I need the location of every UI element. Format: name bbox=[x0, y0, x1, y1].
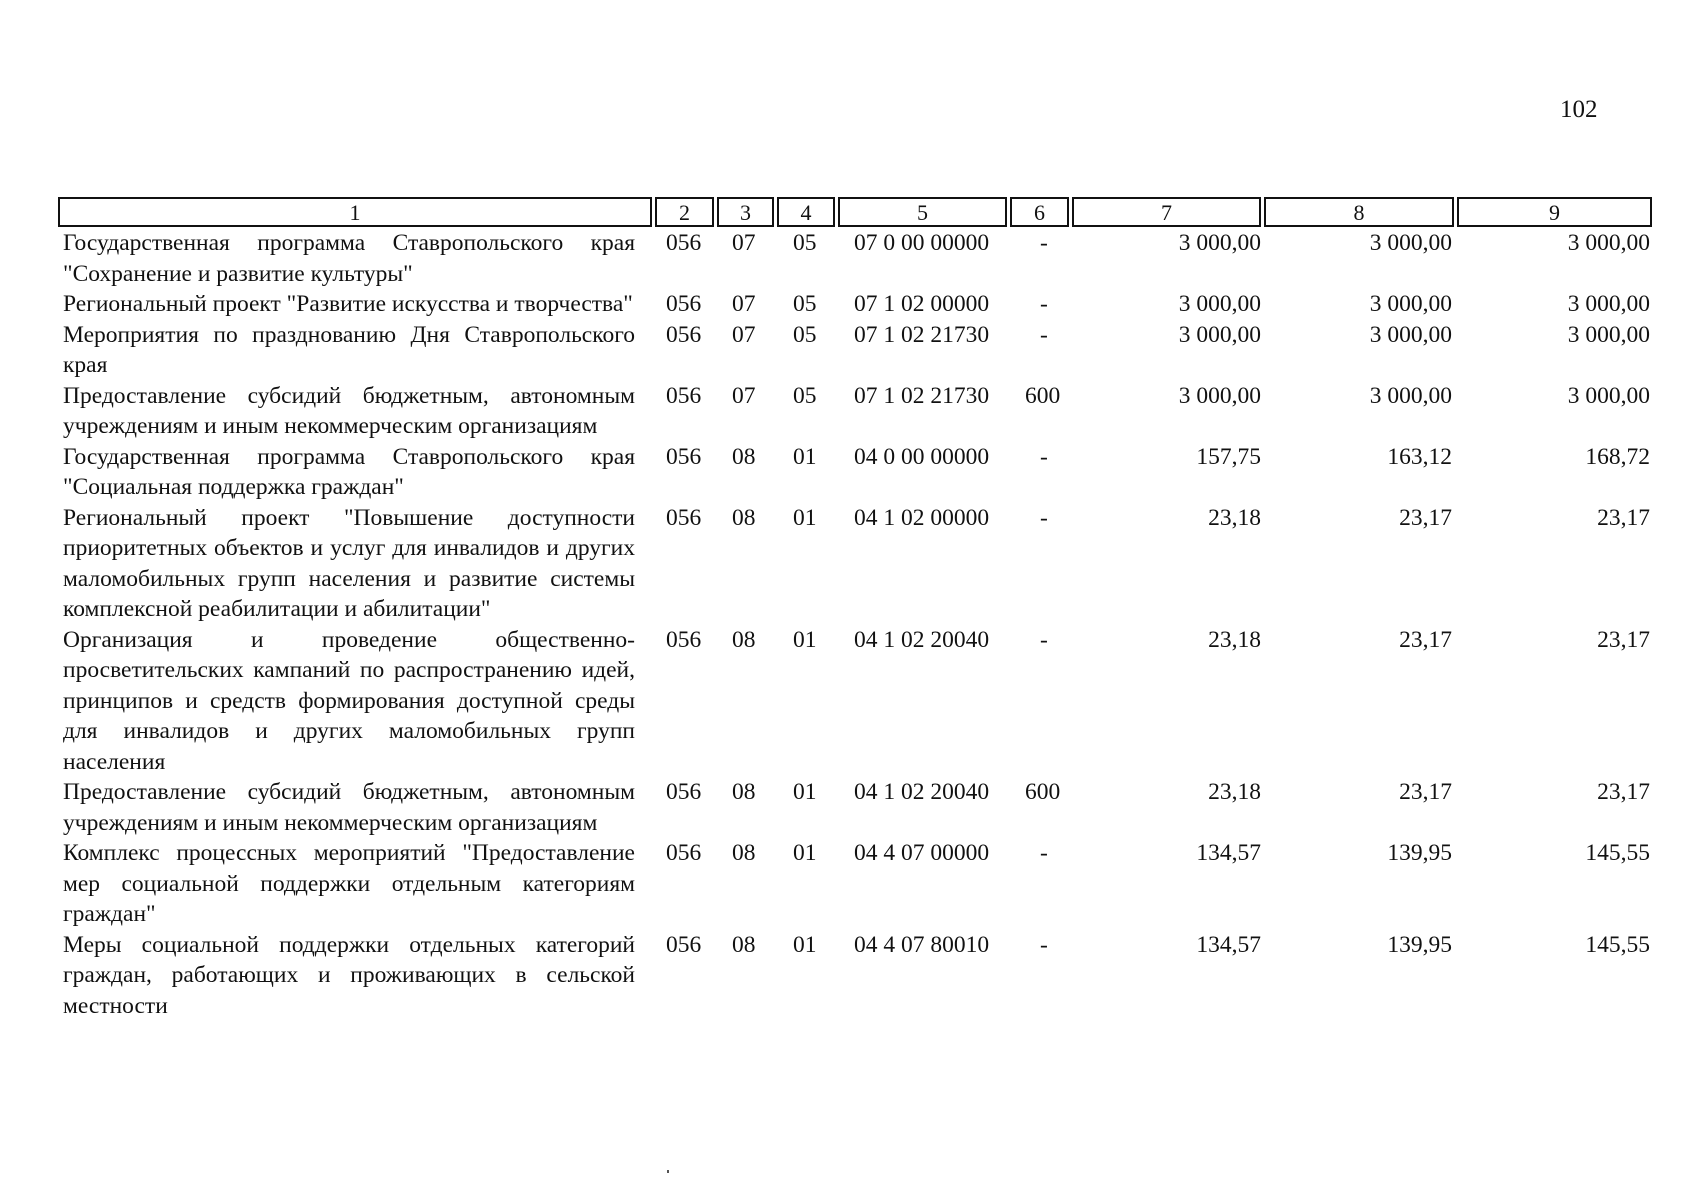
table-row bbox=[0, 442, 1696, 503]
row-name: Мероприятия по празднованию Дня Ставропольского края bbox=[63, 321, 635, 378]
row-pr: 05 bbox=[793, 230, 817, 256]
header-col-8: 8 bbox=[1264, 197, 1454, 227]
row-y3: 3 000,00 bbox=[1567, 291, 1650, 317]
row-gr: 056 bbox=[666, 931, 702, 958]
row-y2: 139,95 bbox=[1387, 931, 1452, 958]
header-col-1: 1 bbox=[58, 197, 652, 227]
row-csr: 07 0 00 00000 bbox=[854, 230, 990, 256]
row-gr: 056 bbox=[666, 504, 702, 531]
row-y1: 3 000,00 bbox=[1178, 291, 1261, 317]
row-y1: 157,75 bbox=[1196, 443, 1261, 470]
row-vr: - bbox=[1040, 230, 1048, 256]
row-rz: 08 bbox=[732, 626, 756, 653]
page-number: 102 bbox=[1560, 96, 1598, 123]
row-pr: 05 bbox=[793, 291, 817, 317]
table-body bbox=[0, 228, 1696, 1021]
row-y2: 23,17 bbox=[1399, 779, 1452, 805]
row-name: Комплекс процессных мероприятий "Предоставление мер социальной поддержки отдельным категориям граждан" bbox=[63, 840, 635, 927]
table-row bbox=[0, 289, 1696, 320]
scan-speck bbox=[667, 1170, 669, 1173]
row-name: Меры социальной поддержки отдельных категорий граждан, работающих и проживающих в сельской местности bbox=[63, 931, 635, 1019]
row-y1: 134,57 bbox=[1196, 931, 1261, 958]
table-row bbox=[0, 503, 1696, 625]
row-rz: 07 bbox=[732, 230, 756, 256]
row-csr: 07 1 02 21730 bbox=[854, 382, 990, 409]
row-pr: 01 bbox=[793, 443, 817, 470]
row-vr: - bbox=[1040, 443, 1048, 470]
row-pr: 01 bbox=[793, 840, 817, 866]
row-vr: - bbox=[1040, 840, 1048, 866]
row-pr: 01 bbox=[793, 931, 817, 958]
row-csr: 04 1 02 00000 bbox=[854, 504, 990, 531]
table-header bbox=[58, 197, 1652, 227]
header-col-7: 7 bbox=[1072, 197, 1261, 227]
row-pr: 01 bbox=[793, 504, 817, 531]
row-vr: - bbox=[1040, 321, 1048, 348]
row-pr: 05 bbox=[793, 321, 817, 348]
row-rz: 07 bbox=[732, 382, 756, 409]
table-row bbox=[0, 930, 1696, 1022]
row-y3: 168,72 bbox=[1585, 443, 1650, 470]
row-rz: 08 bbox=[732, 779, 756, 805]
row-name: Государственная программа Ставропольского края "Социальная поддержка граждан" bbox=[63, 443, 635, 500]
row-gr: 056 bbox=[666, 291, 702, 317]
row-csr: 04 0 00 00000 bbox=[854, 443, 990, 470]
row-name: Региональный проект "Развитие искусства и творчества" bbox=[63, 291, 633, 317]
header-col-6: 6 bbox=[1010, 197, 1069, 227]
row-vr: - bbox=[1040, 931, 1048, 958]
row-gr: 056 bbox=[666, 382, 702, 409]
header-col-5: 5 bbox=[838, 197, 1007, 227]
row-y3: 23,17 bbox=[1597, 626, 1650, 653]
row-y3: 3 000,00 bbox=[1567, 321, 1650, 348]
row-y2: 3 000,00 bbox=[1369, 382, 1452, 409]
row-y2: 139,95 bbox=[1387, 840, 1452, 866]
row-rz: 08 bbox=[732, 504, 756, 531]
row-y1: 3 000,00 bbox=[1178, 382, 1261, 409]
row-gr: 056 bbox=[666, 779, 702, 805]
row-csr: 04 1 02 20040 bbox=[854, 779, 990, 805]
row-gr: 056 bbox=[666, 840, 702, 866]
row-csr: 04 1 02 20040 bbox=[854, 626, 990, 653]
row-y1: 23,18 bbox=[1208, 504, 1261, 531]
row-csr: 07 1 02 00000 bbox=[854, 291, 990, 317]
row-gr: 056 bbox=[666, 230, 702, 256]
row-y1: 3 000,00 bbox=[1178, 230, 1261, 256]
row-gr: 056 bbox=[666, 321, 702, 348]
table-row bbox=[0, 381, 1696, 442]
row-name: Предоставление субсидий бюджетным, автономным учреждениям и иным некоммерческим организациям bbox=[63, 382, 635, 439]
row-rz: 07 bbox=[732, 321, 756, 348]
table-row bbox=[0, 228, 1696, 289]
row-csr: 07 1 02 21730 bbox=[854, 321, 990, 348]
row-pr: 01 bbox=[793, 626, 817, 653]
row-vr: - bbox=[1040, 504, 1048, 531]
row-vr: 600 bbox=[1025, 779, 1061, 805]
row-vr: - bbox=[1040, 626, 1048, 653]
row-name: Региональный проект "Повышение доступности приоритетных объектов и услуг для инвалидов и других маломобильных групп населения и развитие системы комплексной реабилитации и абилитации" bbox=[63, 504, 635, 622]
row-y2: 163,12 bbox=[1387, 443, 1452, 470]
row-y3: 145,55 bbox=[1585, 931, 1650, 958]
row-y1: 134,57 bbox=[1196, 840, 1261, 866]
row-rz: 08 bbox=[732, 931, 756, 958]
row-pr: 05 bbox=[793, 382, 817, 409]
header-col-2: 2 bbox=[655, 197, 714, 227]
row-y3: 145,55 bbox=[1585, 840, 1650, 866]
row-y3: 3 000,00 bbox=[1567, 230, 1650, 256]
row-rz: 08 bbox=[732, 840, 756, 866]
row-y2: 3 000,00 bbox=[1369, 230, 1452, 256]
row-name: Организация и проведение общественно-просветительских кампаний по распространению идей, принципов и средств формирования доступной среды для инвалидов и других маломобильных групп населения bbox=[63, 626, 635, 775]
row-rz: 08 bbox=[732, 443, 756, 470]
row-y1: 23,18 bbox=[1208, 779, 1261, 805]
row-csr: 04 4 07 80010 bbox=[854, 931, 990, 958]
row-gr: 056 bbox=[666, 626, 702, 653]
row-name: Предоставление субсидий бюджетным, автономным учреждениям и иным некоммерческим организациям bbox=[63, 779, 635, 836]
row-y2: 3 000,00 bbox=[1369, 321, 1452, 348]
row-vr: 600 bbox=[1025, 382, 1061, 409]
row-vr: - bbox=[1040, 291, 1048, 317]
row-y3: 23,17 bbox=[1597, 779, 1650, 805]
row-y3: 23,17 bbox=[1597, 504, 1650, 531]
header-col-9: 9 bbox=[1457, 197, 1652, 227]
row-y1: 23,18 bbox=[1208, 626, 1261, 653]
row-csr: 04 4 07 00000 bbox=[854, 840, 990, 866]
table-row bbox=[0, 777, 1696, 838]
row-y2: 23,17 bbox=[1399, 504, 1452, 531]
row-pr: 01 bbox=[793, 779, 817, 805]
row-y1: 3 000,00 bbox=[1178, 321, 1261, 348]
header-col-3: 3 bbox=[717, 197, 774, 227]
row-y2: 3 000,00 bbox=[1369, 291, 1452, 317]
row-y3: 3 000,00 bbox=[1567, 382, 1650, 409]
header-col-4: 4 bbox=[777, 197, 835, 227]
row-name: Государственная программа Ставропольского края "Сохранение и развитие культуры" bbox=[63, 230, 635, 287]
table-row bbox=[0, 625, 1696, 778]
row-y2: 23,17 bbox=[1399, 626, 1452, 653]
row-gr: 056 bbox=[666, 443, 702, 470]
row-rz: 07 bbox=[732, 291, 756, 317]
table-row bbox=[0, 838, 1696, 930]
table-row bbox=[0, 320, 1696, 381]
